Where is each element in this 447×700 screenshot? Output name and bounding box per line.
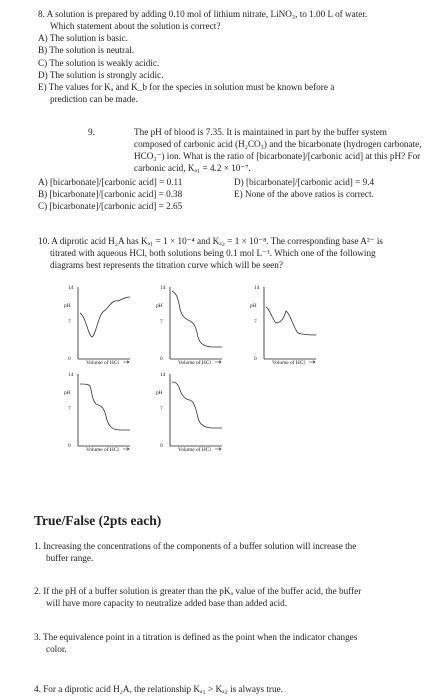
q8-option-e[interactable]: E) The values for Kₐ and K_b for the species in solution must be known before a — [38, 81, 335, 92]
y-tick-14: 14 — [68, 285, 74, 291]
y-tick-7: 7 — [160, 319, 163, 325]
question-9 — [38, 126, 438, 212]
x-axis-label: Volume of HCl — [86, 360, 119, 366]
titration-curve — [266, 307, 316, 335]
q9-line-2: composed of carbonic acid (H₂CO₃) and the bicarbonate (hydrogen carbonate, — [134, 139, 422, 150]
tf-item-4-line-1: 4. For a diprotic acid H₂A, the relationship Kₐ₁ > Kₐ₂ is always true. — [34, 684, 283, 694]
arrow-icon — [215, 361, 221, 364]
y-tick-7: 7 — [254, 319, 257, 325]
titration-curve — [80, 297, 130, 337]
q9-line-1: The pH of blood is 7.35. It is maintained in part by the buffer system — [134, 127, 387, 137]
question-8 — [38, 8, 438, 105]
titration-graph-b[interactable] — [156, 283, 224, 365]
tf-item-1[interactable] — [34, 540, 439, 564]
y-tick-0: 0 — [160, 443, 163, 449]
y-tick-14: 14 — [68, 372, 74, 378]
tf-item-3[interactable] — [34, 631, 439, 655]
q8-stem-2: Which statement about the solution is correct? — [50, 21, 221, 32]
y-axis-label: pH — [64, 390, 71, 396]
titration-curve — [172, 382, 222, 428]
q8-option-a[interactable]: A) The solution is basic. — [38, 33, 128, 44]
q9-option-e[interactable]: E) None of the above ratios is correct. — [234, 188, 374, 199]
x-axis-label: Volume of HCl — [272, 360, 305, 366]
q10-line-2: titrated with aqueous HCl, both solutions being 0.1 mol L⁻¹. Which one of the following — [50, 248, 376, 259]
y-tick-0: 0 — [254, 356, 257, 362]
y-axis-label: pH — [250, 303, 257, 309]
y-tick-14: 14 — [254, 285, 260, 291]
tf-item-4[interactable] — [34, 683, 439, 695]
q9-line-3: HCO₃⁻) ion. What is the ratio of [bicarbonate]/[carbonic acid] at this pH? For — [134, 151, 421, 162]
tf-item-3-line-1: 3. The equivalence point in a titration is defined as the point when the indicator changes — [34, 632, 358, 642]
tf-item-2[interactable] — [34, 585, 439, 609]
titration-graph-d[interactable] — [64, 370, 132, 452]
question-10 — [38, 235, 443, 271]
y-axis-label: pH — [64, 303, 71, 309]
x-axis-label: Volume of HCl — [178, 447, 211, 453]
y-tick-14: 14 — [160, 285, 166, 291]
titration-curve — [80, 384, 130, 430]
y-axis-label: pH — [156, 303, 163, 309]
q9-option-a[interactable]: A) [bicarbonate]/[carbonic acid] = 0.11 — [38, 176, 183, 187]
tf-item-2-line-1: 2. If the pH of a buffer solution is greater than the pKₐ value of the buffer acid, the buffer — [34, 586, 362, 596]
q10-line-1: 10. A diprotic acid H₂A has Kₐ₁ = 1 × 10⁻⁴ and Kₐ₂ = 1 × 10⁻⁸. The corresponding base A²⁻ is — [38, 236, 383, 246]
tf-item-3-line-2: color. — [46, 644, 67, 655]
q8-option-b[interactable]: B) The solution is neutral. — [38, 45, 135, 56]
q8-option-c[interactable]: C) The solution is weakly acidic. — [38, 57, 160, 68]
q9-number: 9. — [88, 127, 95, 137]
titration-curve — [172, 291, 222, 347]
y-tick-7: 7 — [68, 319, 71, 325]
y-tick-0: 0 — [160, 356, 163, 362]
q9-option-c[interactable]: C) [bicarbonate]/[carbonic acid] = 2.65 — [38, 200, 183, 211]
tf-item-2-line-2: will have more capacity to neutralize added base than added acid. — [46, 598, 288, 609]
q8-stem: 8. A solution is prepared by adding 0.10 mol of lithium nitrate, LiNO₃, to 1.00 L of water. — [38, 9, 368, 19]
titration-graph-e[interactable] — [156, 370, 224, 452]
y-tick-14: 14 — [160, 372, 166, 378]
q9-option-b[interactable]: B) [bicarbonate]/[carbonic acid] = 0.38 — [38, 188, 183, 199]
q8-option-e-cont: prediction can be made. — [50, 93, 138, 104]
y-tick-0: 0 — [68, 356, 71, 362]
x-axis-label: Volume of HCl — [86, 447, 119, 453]
q8-option-d[interactable]: D) The solution is strongly acidic. — [38, 69, 164, 80]
q9-option-d[interactable]: D) [bicarbonate]/[carbonic acid] = 9.4 — [234, 176, 375, 187]
titration-graph-c[interactable] — [250, 283, 318, 365]
y-tick-0: 0 — [68, 443, 71, 449]
titration-graph-a[interactable] — [64, 283, 132, 365]
arrow-icon — [215, 448, 221, 451]
true-false-heading: True/False (2pts each) — [34, 513, 162, 528]
y-axis-label: pH — [156, 390, 163, 396]
arrow-icon — [309, 361, 315, 364]
y-tick-7: 7 — [160, 406, 163, 412]
x-axis-label: Volume of HCl — [178, 360, 211, 366]
q9-line-4: carbonic acid, Kₐ₁ = 4.2 × 10⁻⁷. — [134, 163, 251, 174]
tf-item-1-line-2: buffer range. — [46, 553, 94, 564]
arrow-icon — [123, 448, 129, 451]
arrow-icon — [123, 361, 129, 364]
q10-line-3: diagrams best represents the titration curve which will be seen? — [50, 260, 283, 271]
y-tick-7: 7 — [68, 406, 71, 412]
tf-item-1-line-1: 1. Increasing the concentrations of the components of a buffer solution will increase the — [34, 541, 357, 551]
